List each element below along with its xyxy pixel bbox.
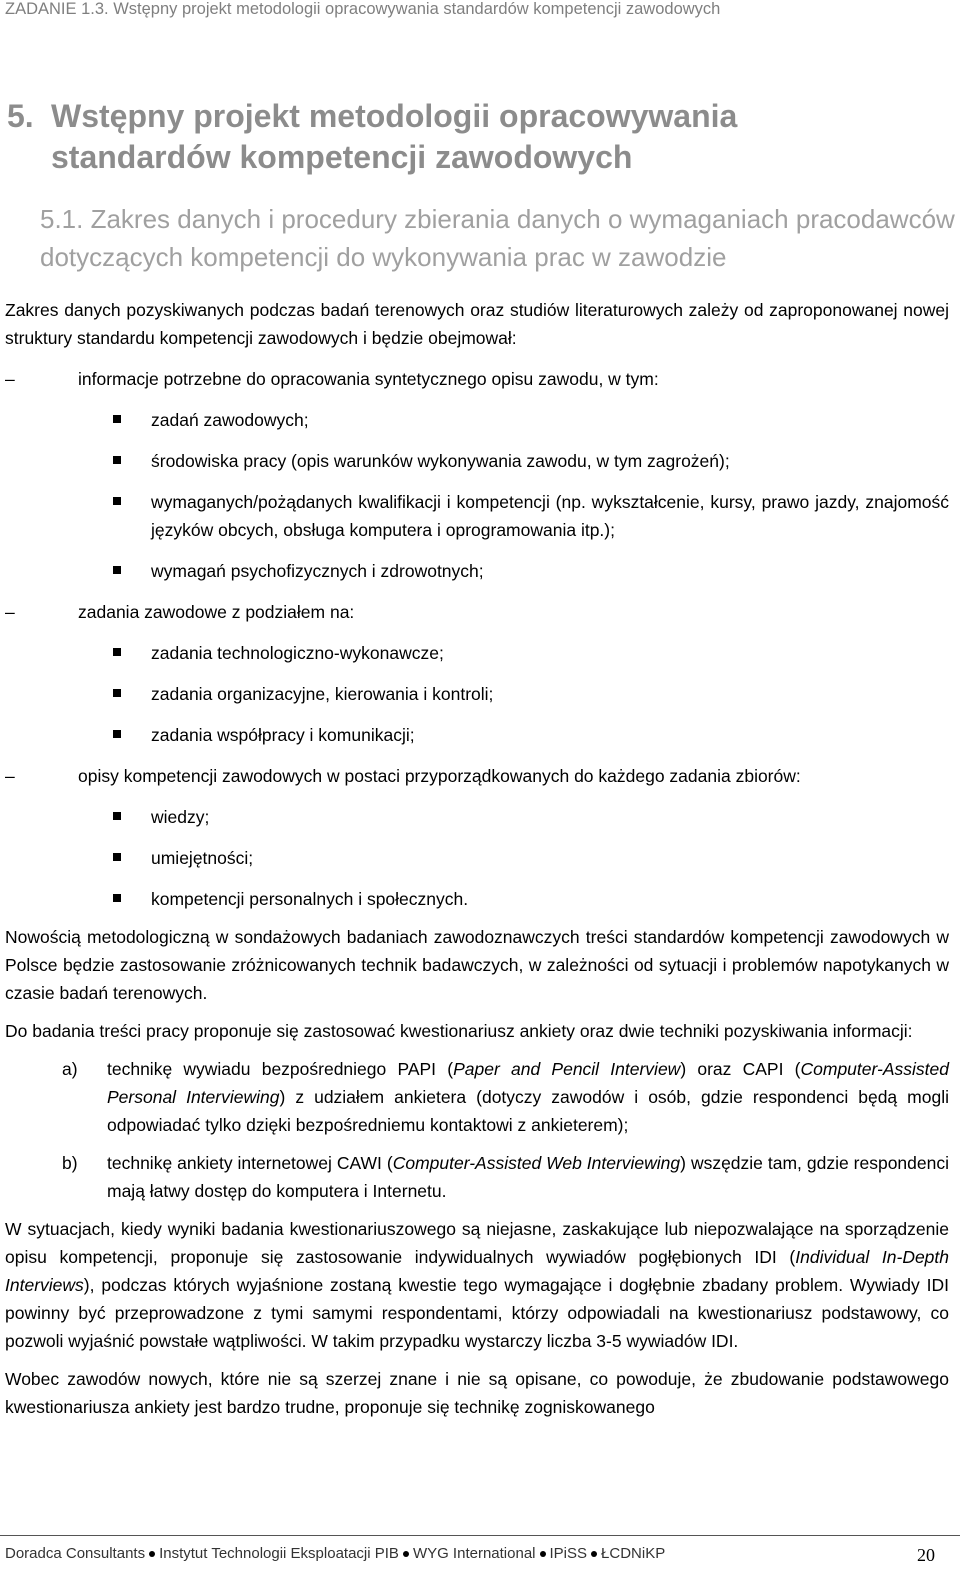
document-header: ZADANIE 1.3. Wstępny projekt metodologii opracowywania standardów kompetencji zawodowych: [5, 0, 721, 18]
sublist-item: środowiska pracy (opis warunków wykonywania zawodu, w tym zagrożeń);: [5, 447, 949, 475]
sublist-item: zadania organizacyjne, kierowania i kontroli;: [5, 680, 949, 708]
list-group-3: [5, 762, 949, 913]
paragraph: W sytuacjach, kiedy wyniki badania kwestionariuszowego są niejasne, zaskakujące lub niepozwalające na sporządzenie opisu kompetencji, proponuje się zastosowanie indywidualnych wywiadów pogłębionych IDI (Individual In-Depth Interviews), podczas których wyjaśnione zostaną kwestie tego wymagające i dogłębnie zbadany problem. Wywiady IDI powinny być przeprowadzone z tymi samymi respondentami, którzy odpowiadali na kwestionariusz podstawowy, co pozwoli wyjaśnić powstałe wątpliwości. W takim przypadku wystarczy liczba 3-5 wywiadów IDI.: [5, 1219, 950, 1351]
intro-paragraph: Zakres danych pozyskiwanych podczas badań terenowych oraz studiów literaturowych zależy od zaproponowanej nowej struktury standardu kompetencji zawodowych i będzie obejmował:: [5, 300, 949, 348]
chapter-heading: [7, 96, 907, 178]
bullet-square-icon: [113, 456, 121, 464]
page-number: 20: [917, 1545, 935, 1565]
lettered-item: a) technikę wywiadu bezpośredniego PAPI (Paper and Pencil Interview) oraz CAPI (Computer-Assisted Personal Interviewing) z udziałem ankietera (dotyczy zawodów i osób, gdzie respondenci będą mogli odpowiadać tylko dzięki bezpośredniemu kontaktowi z ankieterem);: [62, 1059, 949, 1135]
sublist-item: kompetencji personalnych i społecznych.: [5, 885, 949, 913]
bullet-square-icon: [113, 730, 121, 738]
bullet-square-icon: [113, 853, 121, 861]
sublist-item: zadań zawodowych;: [5, 406, 949, 434]
bullet-square-icon: [113, 812, 121, 820]
paragraph: Do badania treści pracy proponuje się zastosować kwestionariusz ankiety oraz dwie techniki pozyskiwania informacji:: [5, 1021, 913, 1041]
document-body: [5, 296, 949, 1421]
bullet-dot-icon: [540, 1551, 546, 1557]
list-group-2: [5, 598, 949, 749]
sublist-item: umiejętności;: [5, 844, 949, 872]
bullet-square-icon: [113, 497, 121, 505]
bullet-square-icon: [113, 894, 121, 902]
sublist-item: zadania technologiczno-wykonawcze;: [5, 639, 949, 667]
bullet-square-icon: [113, 689, 121, 697]
lettered-item: b) technikę ankiety internetowej CAWI (Computer-Assisted Web Interviewing) wszędzie tam, gdzie respondenci mają łatwy dostęp do komputera i Internetu.: [62, 1153, 950, 1201]
sublist-item: wymaganych/pożądanych kwalifikacji i kompetencji (np. wykształcenie, kursy, prawo jazdy, znajomość języków obcych, obsługa komputera i oprogramowania itp.);: [5, 488, 949, 544]
bullet-square-icon: [113, 648, 121, 656]
list-group-1: [5, 365, 949, 585]
bullet-dot-icon: [149, 1551, 155, 1557]
chapter-title-line1: Wstępny projekt metodologii opracowywania: [51, 98, 738, 134]
paragraph: Nowością metodologiczną w sondażowych badaniach zawodoznawczych treści standardów kompetencji zawodowych w Polsce będzie zastosowanie zróżnicowanych technik badawczych, w zależności od sytuacji i problemów napotykanych w czasie badań terenowych.: [5, 927, 949, 1003]
section-heading: 5.1. Zakres danych i procedury zbierania danych o wymaganiach pracodawców dotyczących kompetencji do wykonywania prac w zawodzie: [40, 204, 955, 272]
paragraph: Wobec zawodów nowych, które nie są szerzej znane i nie są opisane, co powoduje, że zbudowanie podstawowego kwestionariusza ankiety jest bardzo trudne, proponuje się technikę zogniskowanego: [5, 1369, 949, 1417]
list-item: – informacje potrzebne do opracowania syntetycznego opisu zawodu, w tym:: [5, 369, 659, 389]
list-item: – opisy kompetencji zawodowych w postaci przyporządkowanych do każdego zadania zbiorów:: [5, 766, 801, 786]
sublist-item: wiedzy;: [5, 803, 949, 831]
sublist-item: zadania współpracy i komunikacji;: [5, 721, 949, 749]
chapter-number: 5.: [7, 98, 34, 134]
sublist-item: wymagań psychofizycznych i zdrowotnych;: [5, 557, 949, 585]
chapter-title-line2: standardów kompetencji zawodowych: [51, 139, 633, 175]
bullet-dot-icon: [591, 1551, 597, 1557]
list-item: – zadania zawodowe z podziałem na:: [5, 602, 355, 622]
footer-divider: [0, 1535, 960, 1536]
bullet-dot-icon: [403, 1551, 409, 1557]
footer-partners: Doradca Consultants Instytut Technologii Eksploatacji PIB WYG International IPiSS ŁCDNiKP: [5, 1545, 666, 1562]
bullet-square-icon: [113, 566, 121, 574]
bullet-square-icon: [113, 415, 121, 423]
